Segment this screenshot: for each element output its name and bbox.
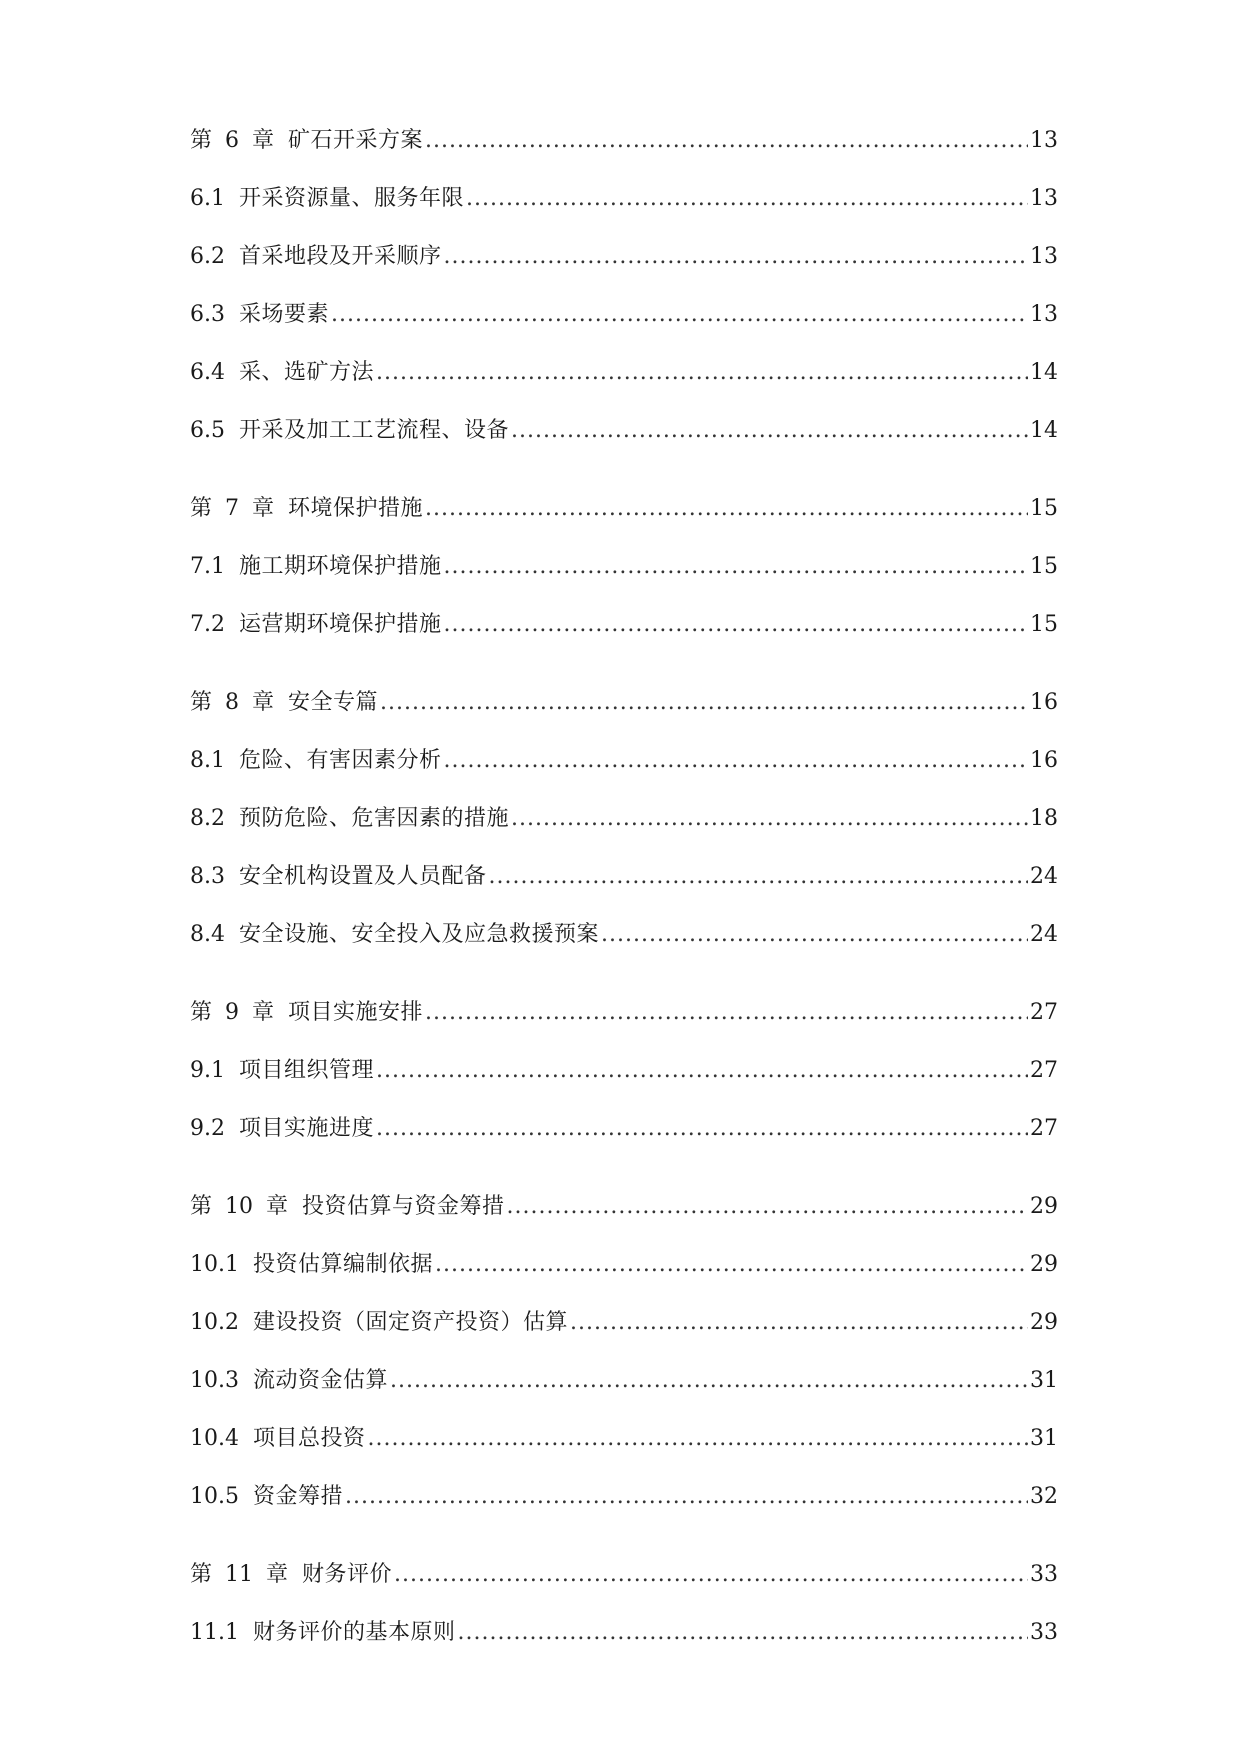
toc-section-row[interactable] bbox=[190, 344, 1058, 402]
toc-page-number: 33 bbox=[1030, 1620, 1058, 1645]
toc-dot-leader bbox=[376, 344, 1028, 402]
toc-entry-number: 10.4 bbox=[190, 1426, 239, 1451]
toc-dot-leader bbox=[444, 228, 1028, 286]
toc-entry-title: 首采地段及开采顺序 bbox=[239, 244, 442, 269]
toc-entry-title: 安全专篇 bbox=[287, 690, 378, 715]
toc-entry-number: 第 6 章 bbox=[190, 128, 274, 153]
toc-entry-number: 6.1 bbox=[190, 186, 225, 211]
toc-page-number: 29 bbox=[1030, 1194, 1058, 1219]
toc-entry-title: 环境保护措施 bbox=[287, 496, 423, 521]
toc-section-row[interactable] bbox=[190, 732, 1058, 790]
toc-section-row[interactable] bbox=[190, 1294, 1058, 1352]
toc-entry-title: 财务评价的基本原则 bbox=[252, 1620, 456, 1645]
toc-dot-leader bbox=[507, 1178, 1029, 1236]
toc-dot-leader bbox=[425, 480, 1028, 538]
toc-dot-leader bbox=[394, 1546, 1028, 1604]
toc-page-number: 14 bbox=[1030, 360, 1058, 385]
toc-dot-leader bbox=[458, 1604, 1029, 1662]
toc-section-row[interactable] bbox=[190, 848, 1058, 906]
toc-page-number: 15 bbox=[1030, 496, 1058, 521]
toc-entry-number: 9.2 bbox=[190, 1116, 225, 1141]
toc-dot-leader bbox=[368, 1410, 1029, 1468]
toc-page-number: 27 bbox=[1030, 1000, 1058, 1025]
toc-entry-number: 10.1 bbox=[190, 1252, 239, 1277]
toc-page-number: 15 bbox=[1030, 612, 1058, 637]
toc-page-number: 29 bbox=[1030, 1310, 1058, 1335]
toc-section-row[interactable] bbox=[190, 286, 1058, 344]
table-of-contents bbox=[190, 112, 1058, 1662]
toc-entry-number: 10.3 bbox=[190, 1368, 239, 1393]
toc-page-number: 16 bbox=[1030, 690, 1058, 715]
toc-page-number: 27 bbox=[1030, 1058, 1058, 1083]
toc-entry-title: 财务评价 bbox=[301, 1562, 392, 1587]
toc-entry-number: 6.3 bbox=[190, 302, 225, 327]
toc-page-number: 29 bbox=[1030, 1252, 1058, 1277]
toc-page-number: 27 bbox=[1030, 1116, 1058, 1141]
toc-page-number: 33 bbox=[1030, 1562, 1058, 1587]
toc-entry-number: 8.4 bbox=[190, 922, 225, 947]
toc-entry-title: 安全机构设置及人员配备 bbox=[239, 864, 487, 889]
toc-entry-title: 危险、有害因素分析 bbox=[239, 748, 442, 773]
toc-dot-leader bbox=[601, 906, 1028, 964]
toc-page-number: 24 bbox=[1030, 864, 1058, 889]
toc-dot-leader bbox=[511, 402, 1028, 460]
toc-entry-number: 7.1 bbox=[190, 554, 225, 579]
toc-page-number: 18 bbox=[1030, 806, 1058, 831]
toc-dot-leader bbox=[376, 1100, 1028, 1158]
toc-entry-title: 项目实施安排 bbox=[287, 1000, 423, 1025]
toc-entry-number: 6.4 bbox=[190, 360, 225, 385]
toc-page-number: 13 bbox=[1030, 302, 1058, 327]
toc-section-row[interactable] bbox=[190, 1604, 1058, 1662]
toc-dot-leader bbox=[511, 790, 1028, 848]
toc-page-number: 24 bbox=[1030, 922, 1058, 947]
toc-entry-number: 第 11 章 bbox=[190, 1562, 288, 1587]
toc-page-number: 13 bbox=[1030, 186, 1058, 211]
toc-entry-title: 资金筹措 bbox=[252, 1484, 343, 1509]
toc-entry-number: 7.2 bbox=[190, 612, 225, 637]
toc-section-row[interactable] bbox=[190, 1100, 1058, 1158]
toc-page-number: 14 bbox=[1030, 418, 1058, 443]
toc-dot-leader bbox=[466, 170, 1028, 228]
toc-entry-title: 采场要素 bbox=[239, 302, 330, 327]
toc-entry-number: 8.1 bbox=[190, 748, 225, 773]
toc-chapter-row[interactable] bbox=[190, 984, 1058, 1042]
toc-dot-leader bbox=[390, 1352, 1028, 1410]
toc-entry-title: 采、选矿方法 bbox=[239, 360, 375, 385]
toc-entry-title: 开采资源量、服务年限 bbox=[239, 186, 465, 211]
toc-entry-number: 11.1 bbox=[190, 1620, 239, 1645]
toc-dot-leader bbox=[425, 112, 1028, 170]
toc-entry-title: 开采及加工工艺流程、设备 bbox=[239, 418, 510, 443]
toc-entry-title: 运营期环境保护措施 bbox=[239, 612, 442, 637]
toc-entry-title: 投资估算与资金筹措 bbox=[301, 1194, 505, 1219]
toc-section-row[interactable] bbox=[190, 228, 1058, 286]
toc-chapter-row[interactable] bbox=[190, 480, 1058, 538]
toc-page-number: 15 bbox=[1030, 554, 1058, 579]
toc-section-row[interactable] bbox=[190, 170, 1058, 228]
toc-dot-leader bbox=[570, 1294, 1028, 1352]
toc-page-number: 13 bbox=[1030, 244, 1058, 269]
toc-dot-leader bbox=[444, 538, 1028, 596]
toc-section-row[interactable] bbox=[190, 1468, 1058, 1526]
toc-dot-leader bbox=[444, 732, 1028, 790]
toc-page-number: 31 bbox=[1030, 1368, 1058, 1393]
toc-entry-number: 10.5 bbox=[190, 1484, 239, 1509]
toc-page-number: 32 bbox=[1030, 1484, 1058, 1509]
toc-dot-leader bbox=[489, 848, 1028, 906]
toc-page-number: 16 bbox=[1030, 748, 1058, 773]
toc-section-row[interactable] bbox=[190, 790, 1058, 848]
toc-section-row[interactable] bbox=[190, 906, 1058, 964]
toc-entry-title: 矿石开采方案 bbox=[287, 128, 423, 153]
toc-section-row[interactable] bbox=[190, 1042, 1058, 1100]
toc-entry-number: 第 10 章 bbox=[190, 1194, 288, 1219]
toc-entry-number: 9.1 bbox=[190, 1058, 225, 1083]
toc-entry-title: 施工期环境保护措施 bbox=[239, 554, 442, 579]
toc-section-row[interactable] bbox=[190, 402, 1058, 460]
toc-dot-leader bbox=[435, 1236, 1028, 1294]
toc-entry-title: 建设投资（固定资产投资）估算 bbox=[252, 1310, 568, 1335]
toc-section-row[interactable] bbox=[190, 596, 1058, 654]
toc-page-number: 13 bbox=[1030, 128, 1058, 153]
toc-dot-leader bbox=[444, 596, 1028, 654]
toc-entry-number: 8.2 bbox=[190, 806, 225, 831]
toc-dot-leader bbox=[380, 674, 1028, 732]
toc-entry-number: 8.3 bbox=[190, 864, 225, 889]
toc-chapter-row[interactable] bbox=[190, 674, 1058, 732]
toc-entry-number: 6.2 bbox=[190, 244, 225, 269]
toc-dot-leader bbox=[425, 984, 1028, 1042]
toc-entry-title: 项目组织管理 bbox=[239, 1058, 375, 1083]
toc-section-row[interactable] bbox=[190, 1410, 1058, 1468]
toc-chapter-row[interactable] bbox=[190, 112, 1058, 170]
toc-page-number: 31 bbox=[1030, 1426, 1058, 1451]
toc-section-row[interactable] bbox=[190, 538, 1058, 596]
toc-entry-title: 安全设施、安全投入及应急救援预案 bbox=[239, 922, 600, 947]
toc-entry-number: 10.2 bbox=[190, 1310, 239, 1335]
toc-dot-leader bbox=[345, 1468, 1028, 1526]
toc-dot-leader bbox=[331, 286, 1028, 344]
toc-entry-number: 第 8 章 bbox=[190, 690, 274, 715]
toc-entry-number: 6.5 bbox=[190, 418, 225, 443]
toc-entry-number: 第 7 章 bbox=[190, 496, 274, 521]
toc-dot-leader bbox=[376, 1042, 1028, 1100]
toc-entry-title: 投资估算编制依据 bbox=[252, 1252, 433, 1277]
toc-chapter-row[interactable] bbox=[190, 1546, 1058, 1604]
toc-entry-title: 流动资金估算 bbox=[252, 1368, 388, 1393]
toc-chapter-row[interactable] bbox=[190, 1178, 1058, 1236]
toc-entry-title: 项目实施进度 bbox=[239, 1116, 375, 1141]
toc-entry-title: 项目总投资 bbox=[252, 1426, 366, 1451]
toc-section-row[interactable] bbox=[190, 1236, 1058, 1294]
toc-entry-number: 第 9 章 bbox=[190, 1000, 274, 1025]
toc-section-row[interactable] bbox=[190, 1352, 1058, 1410]
toc-entry-title: 预防危险、危害因素的措施 bbox=[239, 806, 510, 831]
